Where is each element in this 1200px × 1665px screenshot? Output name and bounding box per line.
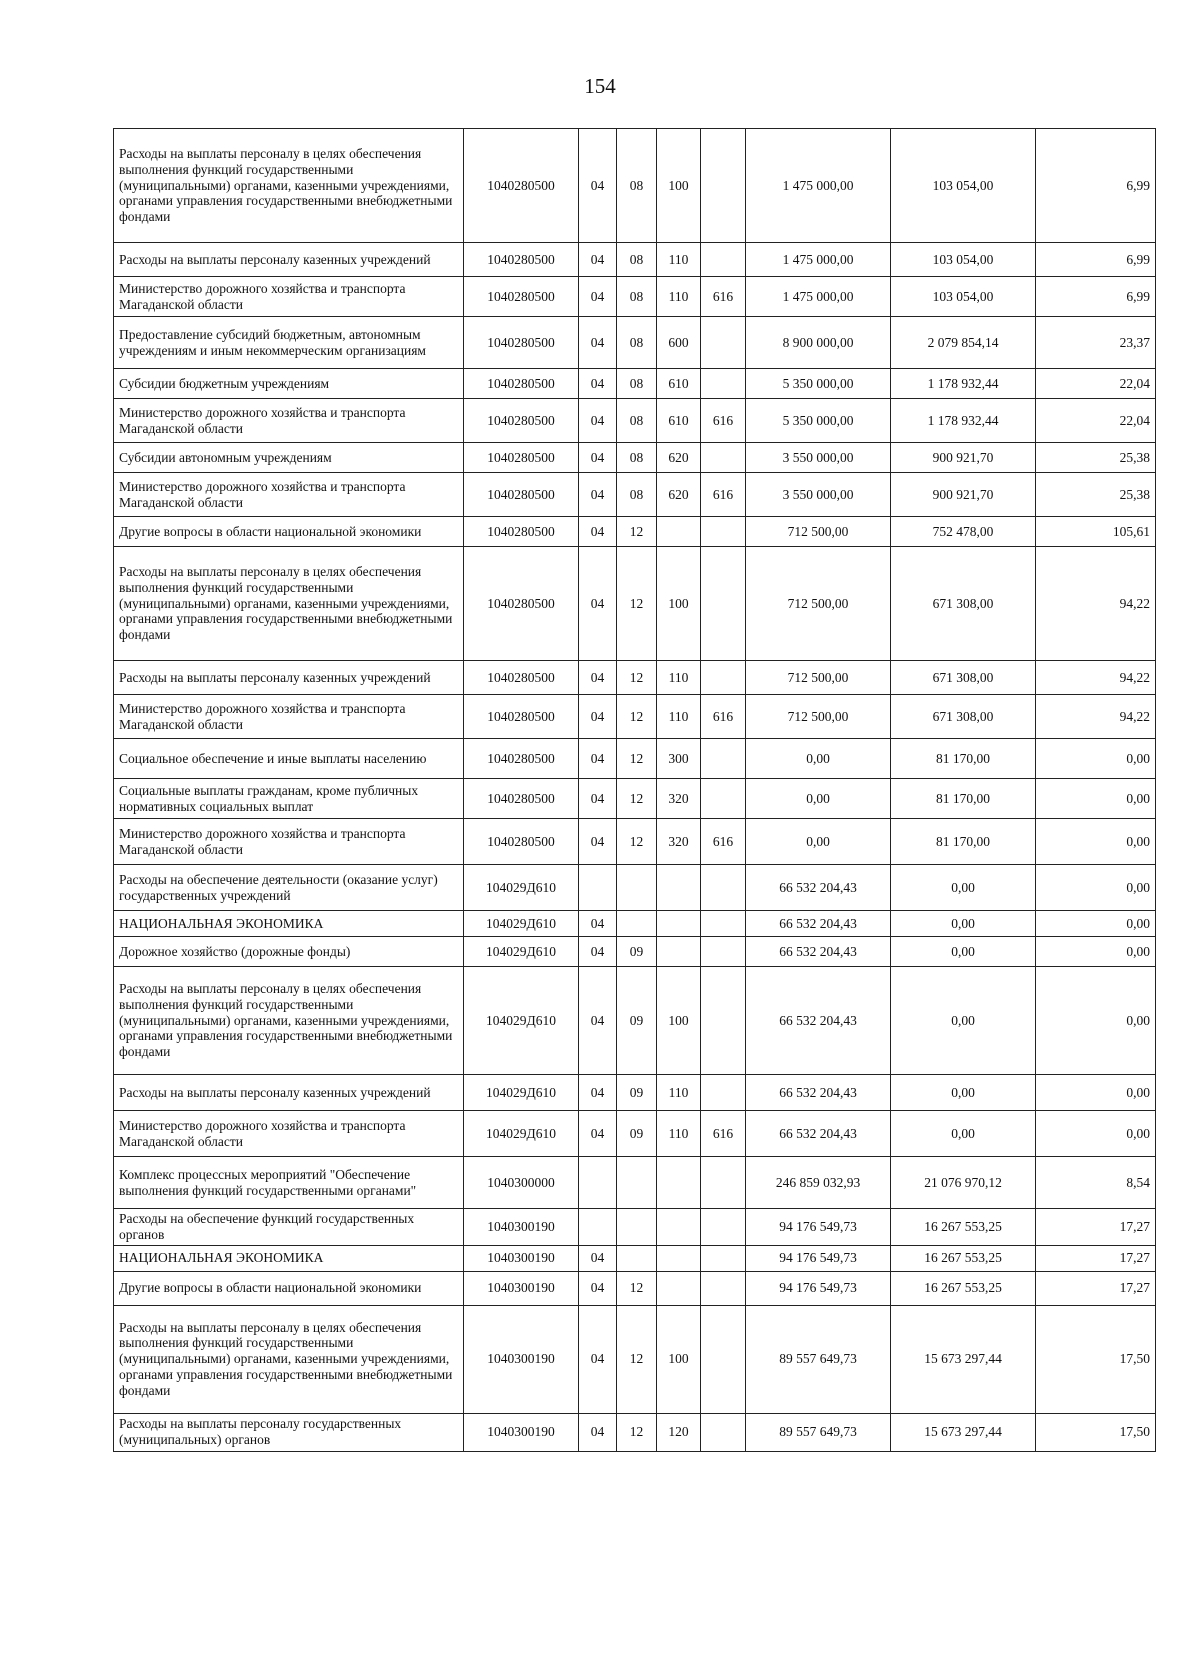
expense-name-cell: Дорожное хозяйство (дорожные фонды) [114, 937, 464, 967]
table-row [114, 779, 1156, 819]
section-cell [579, 1209, 617, 1246]
expense-type-cell [657, 1271, 701, 1305]
expense-type-cell: 320 [657, 779, 701, 819]
expense-name-cell: Расходы на выплаты персоналу в целях обеспечения выполнения функций государственными (муниципальными) органами, казенными учреждениями, органами управления государственными внебюджетными фондами [114, 129, 464, 243]
actual-amount-cell: 0,00 [891, 1111, 1036, 1157]
execution-percent-cell: 105,61 [1036, 517, 1156, 547]
table-row [114, 517, 1156, 547]
actual-amount-cell: 0,00 [891, 865, 1036, 911]
table-row [114, 473, 1156, 517]
section-cell: 04 [579, 937, 617, 967]
actual-amount-cell: 0,00 [891, 1075, 1036, 1111]
planned-amount-cell: 94 176 549,73 [746, 1271, 891, 1305]
subsection-cell: 12 [617, 695, 657, 739]
admin-code-cell [701, 1075, 746, 1111]
target-article-cell: 1040300190 [464, 1245, 579, 1271]
target-article-cell: 1040280500 [464, 243, 579, 277]
execution-percent-cell: 17,27 [1036, 1271, 1156, 1305]
execution-percent-cell: 0,00 [1036, 779, 1156, 819]
target-article-cell: 1040280500 [464, 547, 579, 661]
section-cell: 04 [579, 1245, 617, 1271]
table-row [114, 129, 1156, 243]
planned-amount-cell: 89 557 649,73 [746, 1413, 891, 1451]
admin-code-cell [701, 317, 746, 369]
table-row [114, 369, 1156, 399]
table-row [114, 739, 1156, 779]
expense-name-cell: Субсидии бюджетным учреждениям [114, 369, 464, 399]
target-article-cell: 1040300190 [464, 1305, 579, 1413]
execution-percent-cell: 0,00 [1036, 1075, 1156, 1111]
table-row [114, 277, 1156, 317]
expense-type-cell: 620 [657, 473, 701, 517]
planned-amount-cell: 1 475 000,00 [746, 277, 891, 317]
section-cell: 04 [579, 473, 617, 517]
subsection-cell: 08 [617, 369, 657, 399]
execution-percent-cell: 25,38 [1036, 443, 1156, 473]
actual-amount-cell: 671 308,00 [891, 547, 1036, 661]
target-article-cell: 1040300000 [464, 1157, 579, 1209]
planned-amount-cell: 66 532 204,43 [746, 967, 891, 1075]
expense-name-cell: НАЦИОНАЛЬНАЯ ЭКОНОМИКА [114, 1245, 464, 1271]
admin-code-cell [701, 865, 746, 911]
expense-name-cell: Министерство дорожного хозяйства и транспорта Магаданской области [114, 277, 464, 317]
planned-amount-cell: 66 532 204,43 [746, 1075, 891, 1111]
actual-amount-cell: 15 673 297,44 [891, 1305, 1036, 1413]
subsection-cell: 12 [617, 1305, 657, 1413]
expense-name-cell: Другие вопросы в области национальной экономики [114, 1271, 464, 1305]
admin-code-cell [701, 443, 746, 473]
target-article-cell: 104029Д610 [464, 1075, 579, 1111]
target-article-cell: 104029Д610 [464, 865, 579, 911]
section-cell: 04 [579, 277, 617, 317]
admin-code-cell [701, 369, 746, 399]
admin-code-cell [701, 1245, 746, 1271]
subsection-cell: 08 [617, 317, 657, 369]
actual-amount-cell: 16 267 553,25 [891, 1209, 1036, 1246]
admin-code-cell [701, 779, 746, 819]
expense-name-cell: НАЦИОНАЛЬНАЯ ЭКОНОМИКА [114, 911, 464, 937]
expense-type-cell: 610 [657, 399, 701, 443]
expense-type-cell [657, 865, 701, 911]
target-article-cell: 1040300190 [464, 1271, 579, 1305]
table-row [114, 865, 1156, 911]
expense-type-cell: 100 [657, 547, 701, 661]
section-cell: 04 [579, 243, 617, 277]
actual-amount-cell: 0,00 [891, 967, 1036, 1075]
expense-type-cell: 620 [657, 443, 701, 473]
expense-name-cell: Министерство дорожного хозяйства и транспорта Магаданской области [114, 473, 464, 517]
target-article-cell: 104029Д610 [464, 1111, 579, 1157]
section-cell: 04 [579, 399, 617, 443]
table-row [114, 819, 1156, 865]
admin-code-cell [701, 129, 746, 243]
execution-percent-cell: 0,00 [1036, 865, 1156, 911]
execution-percent-cell: 0,00 [1036, 911, 1156, 937]
actual-amount-cell: 0,00 [891, 911, 1036, 937]
admin-code-cell [701, 739, 746, 779]
actual-amount-cell: 15 673 297,44 [891, 1413, 1036, 1451]
actual-amount-cell: 81 170,00 [891, 819, 1036, 865]
target-article-cell: 1040280500 [464, 369, 579, 399]
table-row [114, 695, 1156, 739]
planned-amount-cell: 712 500,00 [746, 661, 891, 695]
table-row [114, 547, 1156, 661]
subsection-cell: 08 [617, 399, 657, 443]
expense-type-cell: 320 [657, 819, 701, 865]
expense-name-cell: Расходы на обеспечение деятельности (оказание услуг) государственных учреждений [114, 865, 464, 911]
section-cell: 04 [579, 1111, 617, 1157]
expense-type-cell: 610 [657, 369, 701, 399]
actual-amount-cell: 16 267 553,25 [891, 1271, 1036, 1305]
subsection-cell [617, 1209, 657, 1246]
subsection-cell: 12 [617, 517, 657, 547]
actual-amount-cell: 21 076 970,12 [891, 1157, 1036, 1209]
expense-name-cell: Субсидии автономным учреждениям [114, 443, 464, 473]
expense-name-cell: Министерство дорожного хозяйства и транспорта Магаданской области [114, 1111, 464, 1157]
expense-name-cell: Министерство дорожного хозяйства и транспорта Магаданской области [114, 695, 464, 739]
section-cell: 04 [579, 1305, 617, 1413]
section-cell: 04 [579, 779, 617, 819]
expense-name-cell: Предоставление субсидий бюджетным, автономным учреждениям и иным некоммерческим организациям [114, 317, 464, 369]
planned-amount-cell: 5 350 000,00 [746, 369, 891, 399]
table-row [114, 443, 1156, 473]
target-article-cell: 1040280500 [464, 443, 579, 473]
section-cell: 04 [579, 739, 617, 779]
admin-code-cell [701, 967, 746, 1075]
actual-amount-cell: 16 267 553,25 [891, 1245, 1036, 1271]
admin-code-cell [701, 1209, 746, 1246]
planned-amount-cell: 3 550 000,00 [746, 443, 891, 473]
execution-percent-cell: 0,00 [1036, 739, 1156, 779]
admin-code-cell [701, 1157, 746, 1209]
execution-percent-cell: 0,00 [1036, 937, 1156, 967]
expense-type-cell: 600 [657, 317, 701, 369]
page-number: 154 [584, 74, 616, 98]
planned-amount-cell: 94 176 549,73 [746, 1209, 891, 1246]
expense-name-cell: Расходы на выплаты персоналу казенных учреждений [114, 243, 464, 277]
admin-code-cell [701, 547, 746, 661]
target-article-cell: 104029Д610 [464, 911, 579, 937]
planned-amount-cell: 0,00 [746, 819, 891, 865]
subsection-cell: 12 [617, 739, 657, 779]
planned-amount-cell: 66 532 204,43 [746, 1111, 891, 1157]
table-row [114, 1209, 1156, 1246]
expense-name-cell: Социальные выплаты гражданам, кроме публичных нормативных социальных выплат [114, 779, 464, 819]
target-article-cell: 1040280500 [464, 517, 579, 547]
actual-amount-cell: 103 054,00 [891, 277, 1036, 317]
expense-name-cell: Министерство дорожного хозяйства и транспорта Магаданской области [114, 819, 464, 865]
admin-code-cell: 616 [701, 473, 746, 517]
execution-percent-cell: 94,22 [1036, 661, 1156, 695]
admin-code-cell: 616 [701, 819, 746, 865]
execution-percent-cell: 0,00 [1036, 967, 1156, 1075]
execution-percent-cell: 23,37 [1036, 317, 1156, 369]
subsection-cell: 09 [617, 1111, 657, 1157]
section-cell [579, 865, 617, 911]
target-article-cell: 1040280500 [464, 277, 579, 317]
execution-percent-cell: 17,50 [1036, 1413, 1156, 1451]
subsection-cell [617, 1245, 657, 1271]
table-body [114, 129, 1156, 1452]
actual-amount-cell: 900 921,70 [891, 443, 1036, 473]
actual-amount-cell: 1 178 932,44 [891, 399, 1036, 443]
section-cell: 04 [579, 369, 617, 399]
admin-code-cell [701, 911, 746, 937]
table-row [114, 911, 1156, 937]
planned-amount-cell: 3 550 000,00 [746, 473, 891, 517]
subsection-cell [617, 1157, 657, 1209]
section-cell: 04 [579, 661, 617, 695]
expense-name-cell: Расходы на выплаты персоналу казенных учреждений [114, 661, 464, 695]
target-article-cell: 1040280500 [464, 473, 579, 517]
expense-type-cell [657, 1245, 701, 1271]
subsection-cell: 08 [617, 473, 657, 517]
section-cell: 04 [579, 443, 617, 473]
table-row [114, 661, 1156, 695]
actual-amount-cell: 752 478,00 [891, 517, 1036, 547]
execution-percent-cell: 0,00 [1036, 819, 1156, 865]
section-cell [579, 1157, 617, 1209]
section-cell: 04 [579, 911, 617, 937]
table-row [114, 1305, 1156, 1413]
subsection-cell: 12 [617, 779, 657, 819]
planned-amount-cell: 8 900 000,00 [746, 317, 891, 369]
target-article-cell: 1040280500 [464, 129, 579, 243]
table-row [114, 399, 1156, 443]
table-row [114, 317, 1156, 369]
subsection-cell: 08 [617, 277, 657, 317]
actual-amount-cell: 103 054,00 [891, 129, 1036, 243]
planned-amount-cell: 89 557 649,73 [746, 1305, 891, 1413]
expense-type-cell [657, 937, 701, 967]
expense-type-cell: 110 [657, 277, 701, 317]
budget-execution-table [113, 128, 1156, 1452]
planned-amount-cell: 0,00 [746, 739, 891, 779]
actual-amount-cell: 1 178 932,44 [891, 369, 1036, 399]
admin-code-cell [701, 1413, 746, 1451]
table-row [114, 1075, 1156, 1111]
execution-percent-cell: 25,38 [1036, 473, 1156, 517]
actual-amount-cell: 671 308,00 [891, 695, 1036, 739]
execution-percent-cell: 0,00 [1036, 1111, 1156, 1157]
actual-amount-cell: 671 308,00 [891, 661, 1036, 695]
execution-percent-cell: 6,99 [1036, 243, 1156, 277]
admin-code-cell [701, 1305, 746, 1413]
expense-type-cell: 120 [657, 1413, 701, 1451]
expense-type-cell [657, 1157, 701, 1209]
subsection-cell: 08 [617, 443, 657, 473]
admin-code-cell: 616 [701, 399, 746, 443]
admin-code-cell: 616 [701, 277, 746, 317]
planned-amount-cell: 66 532 204,43 [746, 865, 891, 911]
section-cell: 04 [579, 819, 617, 865]
subsection-cell: 08 [617, 129, 657, 243]
execution-percent-cell: 94,22 [1036, 695, 1156, 739]
admin-code-cell [701, 1271, 746, 1305]
section-cell: 04 [579, 967, 617, 1075]
subsection-cell [617, 911, 657, 937]
actual-amount-cell: 0,00 [891, 937, 1036, 967]
execution-percent-cell: 8,54 [1036, 1157, 1156, 1209]
section-cell: 04 [579, 1075, 617, 1111]
planned-amount-cell: 1 475 000,00 [746, 243, 891, 277]
target-article-cell: 1040280500 [464, 399, 579, 443]
planned-amount-cell: 5 350 000,00 [746, 399, 891, 443]
actual-amount-cell: 103 054,00 [891, 243, 1036, 277]
expense-name-cell: Другие вопросы в области национальной экономики [114, 517, 464, 547]
table-row [114, 967, 1156, 1075]
planned-amount-cell: 0,00 [746, 779, 891, 819]
admin-code-cell [701, 517, 746, 547]
subsection-cell: 12 [617, 661, 657, 695]
section-cell: 04 [579, 129, 617, 243]
execution-percent-cell: 17,27 [1036, 1245, 1156, 1271]
section-cell: 04 [579, 547, 617, 661]
subsection-cell: 12 [617, 1271, 657, 1305]
subsection-cell: 12 [617, 547, 657, 661]
planned-amount-cell: 712 500,00 [746, 517, 891, 547]
expense-name-cell: Расходы на выплаты персоналу в целях обеспечения выполнения функций государственными (муниципальными) органами, казенными учреждениями, органами управления государственными внебюджетными фондами [114, 1305, 464, 1413]
table-row [114, 937, 1156, 967]
subsection-cell [617, 865, 657, 911]
actual-amount-cell: 81 170,00 [891, 739, 1036, 779]
subsection-cell: 09 [617, 967, 657, 1075]
expense-name-cell: Расходы на обеспечение функций государственных органов [114, 1209, 464, 1246]
table-row [114, 1157, 1156, 1209]
expense-name-cell: Расходы на выплаты персоналу казенных учреждений [114, 1075, 464, 1111]
admin-code-cell [701, 243, 746, 277]
subsection-cell: 12 [617, 819, 657, 865]
target-article-cell: 1040280500 [464, 739, 579, 779]
planned-amount-cell: 1 475 000,00 [746, 129, 891, 243]
section-cell: 04 [579, 317, 617, 369]
expense-name-cell: Комплекс процессных мероприятий "Обеспечение выполнения функций государственными органами" [114, 1157, 464, 1209]
section-cell: 04 [579, 1271, 617, 1305]
table-row [114, 1111, 1156, 1157]
expense-name-cell: Расходы на выплаты персоналу в целях обеспечения выполнения функций государственными (муниципальными) органами, казенными учреждениями, органами управления государственными внебюджетными фондами [114, 967, 464, 1075]
subsection-cell: 12 [617, 1413, 657, 1451]
expense-type-cell: 100 [657, 1305, 701, 1413]
execution-percent-cell: 6,99 [1036, 129, 1156, 243]
expense-name-cell: Социальное обеспечение и иные выплаты населению [114, 739, 464, 779]
section-cell: 04 [579, 1413, 617, 1451]
subsection-cell: 09 [617, 1075, 657, 1111]
target-article-cell: 104029Д610 [464, 937, 579, 967]
admin-code-cell [701, 661, 746, 695]
planned-amount-cell: 66 532 204,43 [746, 937, 891, 967]
actual-amount-cell: 81 170,00 [891, 779, 1036, 819]
expense-type-cell: 110 [657, 661, 701, 695]
admin-code-cell: 616 [701, 695, 746, 739]
target-article-cell: 104029Д610 [464, 967, 579, 1075]
planned-amount-cell: 246 859 032,93 [746, 1157, 891, 1209]
execution-percent-cell: 22,04 [1036, 369, 1156, 399]
execution-percent-cell: 94,22 [1036, 547, 1156, 661]
expense-type-cell: 110 [657, 1111, 701, 1157]
expense-type-cell: 100 [657, 967, 701, 1075]
expense-type-cell [657, 911, 701, 937]
execution-percent-cell: 6,99 [1036, 277, 1156, 317]
expense-type-cell: 110 [657, 695, 701, 739]
planned-amount-cell: 712 500,00 [746, 695, 891, 739]
planned-amount-cell: 94 176 549,73 [746, 1245, 891, 1271]
target-article-cell: 1040300190 [464, 1209, 579, 1246]
planned-amount-cell: 712 500,00 [746, 547, 891, 661]
expense-name-cell: Министерство дорожного хозяйства и транспорта Магаданской области [114, 399, 464, 443]
section-cell: 04 [579, 517, 617, 547]
admin-code-cell: 616 [701, 1111, 746, 1157]
table-row [114, 1413, 1156, 1451]
expense-type-cell: 100 [657, 129, 701, 243]
execution-percent-cell: 22,04 [1036, 399, 1156, 443]
expense-name-cell: Расходы на выплаты персоналу в целях обеспечения выполнения функций государственными (муниципальными) органами, казенными учреждениями, органами управления государственными внебюджетными фондами [114, 547, 464, 661]
section-cell: 04 [579, 695, 617, 739]
execution-percent-cell: 17,50 [1036, 1305, 1156, 1413]
table-row [114, 243, 1156, 277]
target-article-cell: 1040280500 [464, 317, 579, 369]
target-article-cell: 1040280500 [464, 779, 579, 819]
admin-code-cell [701, 937, 746, 967]
subsection-cell: 08 [617, 243, 657, 277]
target-article-cell: 1040300190 [464, 1413, 579, 1451]
actual-amount-cell: 900 921,70 [891, 473, 1036, 517]
target-article-cell: 1040280500 [464, 661, 579, 695]
subsection-cell: 09 [617, 937, 657, 967]
expense-type-cell [657, 1209, 701, 1246]
expense-type-cell [657, 517, 701, 547]
expense-type-cell: 110 [657, 243, 701, 277]
target-article-cell: 1040280500 [464, 695, 579, 739]
expense-name-cell: Расходы на выплаты персоналу государственных (муниципальных) органов [114, 1413, 464, 1451]
expense-type-cell: 110 [657, 1075, 701, 1111]
actual-amount-cell: 2 079 854,14 [891, 317, 1036, 369]
planned-amount-cell: 66 532 204,43 [746, 911, 891, 937]
execution-percent-cell: 17,27 [1036, 1209, 1156, 1246]
table-row [114, 1245, 1156, 1271]
target-article-cell: 1040280500 [464, 819, 579, 865]
table-row [114, 1271, 1156, 1305]
expense-type-cell: 300 [657, 739, 701, 779]
